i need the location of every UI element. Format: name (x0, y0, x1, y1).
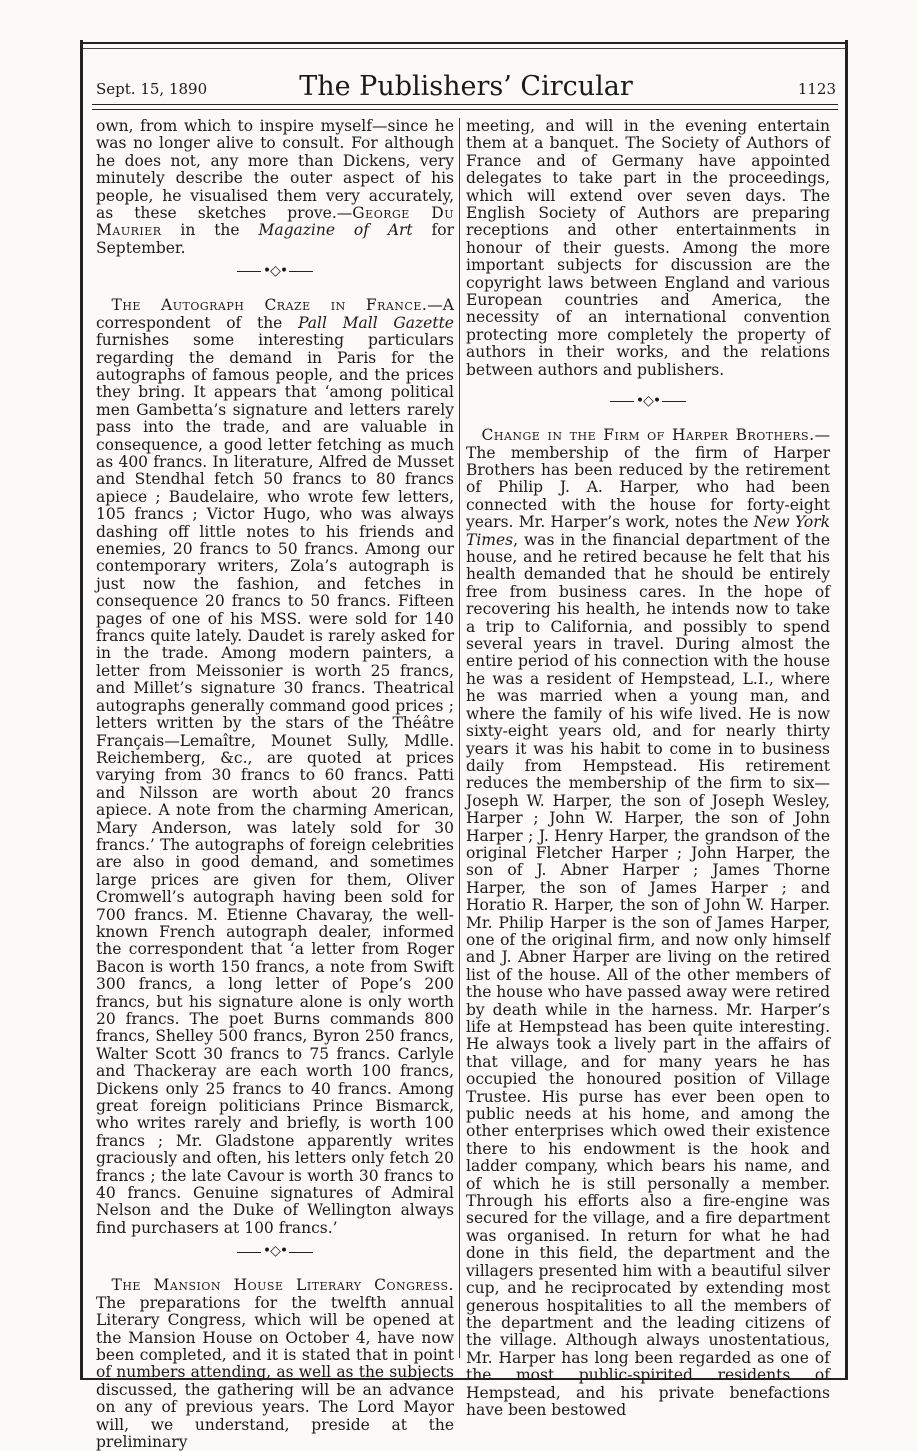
masthead-title: The Publishers’ Circular (299, 71, 633, 102)
header-rule-double (92, 109, 838, 110)
article-heading: The Mansion House Literary Congress. (111, 1276, 454, 1295)
article-du-maurier-ending: own, from which to inspire myself—since he was no longer alive to consult. For although he does not, any more than Dickens, very minutely describe the outer aspect of his people, he visualised them very accurately, as these sketches prove.—George Du Maurier in the Magazine of Art for September. (96, 117, 455, 257)
right-column (466, 118, 830, 1419)
frame-right-border (845, 40, 848, 1380)
article-heading: The Autograph Craze in France. (111, 296, 428, 315)
frame-top-rule-inner (82, 48, 846, 49)
article-autograph-craze: The Autograph Craze in France.—A correspondent of the Pall Mall Gazette furnishes some interesting particulars regarding the demand in Paris for the autographs of famous people, and the prices they bring. It appears that ‘among political men Gambetta’s signature and letters rarely pass into the trade, and are valuable in consequence, a good letter fetching as much as 400 francs. In literature, Alfred de Musset and Stendhal fetch 50 francs to 80 francs apiece ; Baudelaire, who wrote few letters, 105 francs ; Victor Hugo, who was always dashing off little notes to his friends and enemies, 20 francs to 50 francs. Among our contemporary writers, Zola’s autograph is just now the fashion, and fetches in consequence 20 francs to 50 francs. Fifteen pages of one of his MSS. were sold for 140 francs quite lately. Daudet is rarely asked for in the trade. Among modern painters, a letter from Meissonier is worth 25 francs, and Millet’s signature 30 francs. Theatrical autographs generally command good prices ; letters written by the stars of the Théâtre Français—Lemaître, Mounet Sully, Mdlle. Reichemberg, &c., are quoted at prices varying from 30 francs to 60 francs. Patti and Nilsson are worth about 20 francs apiece. A note from the charming American, Mary Anderson, was lately sold for 30 francs.’ The autographs of foreign celebrities are also in good demand, and sometimes large prices are given for them, Oliver Cromwell’s autograph having been sold for 700 francs. M. Etienne Chavaray, the well-known French autograph dealer, informed the correspondent that ‘a letter from Roger Bacon is worth 150 francs, a note from Swift 300 francs, a long letter of Pope’s 200 francs, but his signature alone is only worth 20 francs. The poet Burns commands 800 francs, Shelley 500 francs, Byron 250 francs, Walter Scott 30 francs to 75 francs. Carlyle and Thackeray are each worth 100 francs, Dickens only 25 francs to 40 francs. Among great foreign politicians Prince Bismarck, who writes rarely and briefly, is worth 100 francs ; Mr. Gladstone apparently writes graciously and often, his letters only fetch 20 francs ; the late Cavour is worth 30 francs to 40 francs. Genuine signatures of Admiral Nelson and the Duke of Wellington always find purchasers at 100 francs.’ (96, 296, 454, 1237)
section-ornament: •◇• (96, 1243, 454, 1261)
article-mansion-house-continued: meeting, and will in the evening entertain them at a banquet. The Society of Authors of France and of Germany have appointed delegates to take part in the proceedings, which will extend over seven days. The English Society of Authors are preparing receptions and other entertainments in honour of their guests. Among the more important subjects for discussion are the copyright laws between England and various European countries and America, the necessity of an international convention protecting more completely the property of authors in their works, and the relations between authors and publishers. (466, 117, 830, 379)
section-ornament: •◇• (96, 263, 454, 281)
article-mansion-house-congress: The Mansion House Literary Congress. The preparations for the twelfth annual Literary Congress, which will be opened at the Mansion House on October 4, have now been completed, and it is stated that in point of numbers attending, as well as the subjects discussed, the gathering will be an advance on any of previous years. The Lord Mayor will, we understand, preside at the preliminary (96, 1276, 454, 1451)
left-column (96, 118, 454, 1451)
section-ornament: •◇• (466, 393, 830, 411)
frame-top-rule (82, 42, 846, 44)
publication-name: Pall Mall Gazette (298, 313, 454, 332)
issue-date: Sept. 15, 1890 (96, 80, 208, 98)
article-heading: Change in the Firm of Harper Brothers. (481, 426, 815, 445)
article-harper-brothers: Change in the Firm of Harper Brothers.—The membership of the firm of Harper Brothers has been reduced by the retirement of Philip J. A. Harper, who had been connected with the house for forty-eight years. Mr. Harper’s work, notes the New York Times, was in the financial department of the house, and he retired because he felt that his health demanded that he should be entirely free from business cares. In the hope of recovering his health, he intends now to take a trip to California, and possibly to spend several years in travel. During almost the entire period of his connection with the house he was a resident of Hempstead, L.I., where he was married when a young man, and where the family of his wife lived. He is now sixty-eight years old, and for nearly thirty years it was his habit to come in to business daily from Hempstead. His retirement reduces the membership of the firm to six—Joseph W. Harper, the son of Joseph Wesley, Harper ; John W. Harper, the son of John Harper ; J. Henry Harper, the grandson of the original Fletcher Harper ; John Harper, the son of J. Abner Harper ; James Thorne Harper, the son of James Harper ; and Horatio R. Harper, the son of John W. Harper. Mr. Philip Harper is the son of James Harper, one of the original firm, and now only himself and J. Abner Harper are living on the retired list of the house. All of the other members of the house who have passed away were retired by death while in the harness. Mr. Harper’s life at Hempstead has been quite interesting. He always took a lively part in the affairs of that village, and for many years he has occupied the honoured position of Village Trustee. His purse has ever been open to public needs at his home, and among the other enterprises which owed their existence there to his endowment is the hook and ladder company, which bears his name, and of which he is still personally a member. Through his efforts also a fire-engine was secured for the village, and a fire department was organised. In return for what he had done in this field, the department and the villagers presented him with a beautiful silver cup, and he reciprocated by extending most generous hospitalities to all the members of the department and the leading citizens of the village. Although always unostentatious, Mr. Harper has long been regarded as one of the most public-spirited residents of Hempstead, and his private benefactions have been bestowed (466, 426, 831, 1419)
page-header (96, 62, 836, 102)
author-credit: George Du Maurier (96, 204, 455, 240)
header-rule (92, 104, 838, 105)
frame-left-border (80, 40, 83, 1380)
column-divider (459, 118, 460, 1358)
publication-name: Magazine of Art (258, 221, 413, 240)
page-number: 1123 (797, 80, 836, 98)
publication-name: New York Times (466, 513, 831, 549)
